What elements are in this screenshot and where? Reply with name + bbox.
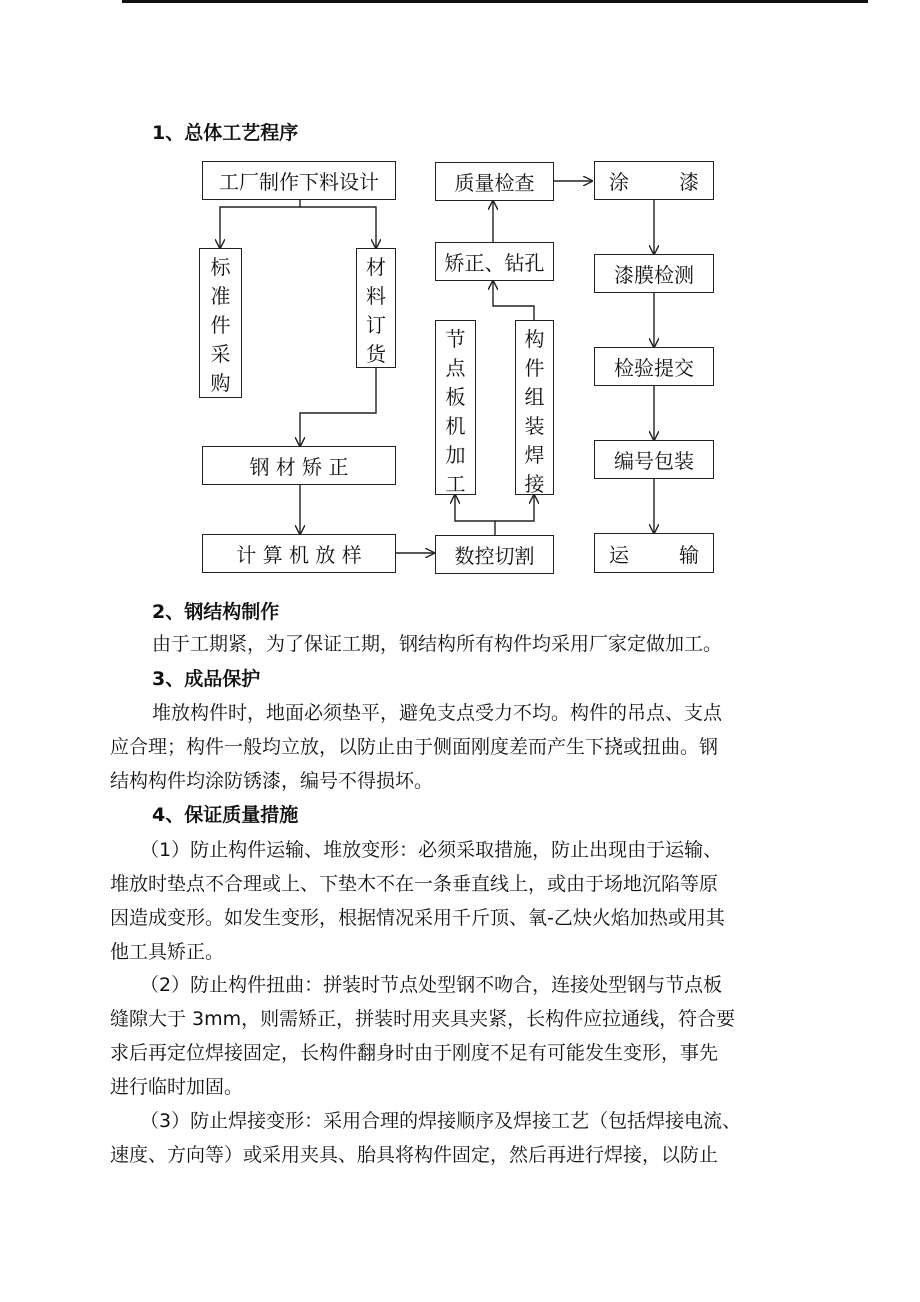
vertical-char: 构 <box>524 327 545 351</box>
paragraph-line: 缝隙大于 3mm，则需矫正，拼装时用夹具夹紧，长构件应拉通线，符合要 <box>110 1008 736 1030</box>
vertical-char: 加 <box>445 443 466 467</box>
vertical-char: 准 <box>210 284 231 308</box>
box-film-test: 漆膜检测 <box>594 254 714 293</box>
arrow-assembly-to-drill <box>493 281 534 320</box>
box-steel-straightening: 钢 材 矫 正 <box>202 446 396 485</box>
measure-3-paragraph <box>110 1104 815 1172</box>
arrow-design-to-standard <box>220 200 300 248</box>
box-material-order <box>356 248 396 368</box>
vertical-char: 接 <box>524 472 545 496</box>
transport-char-1: 运 <box>609 542 629 567</box>
painting-char-2: 漆 <box>679 170 699 194</box>
paragraph-line: 由于工期紧，为了保证工期，钢结构所有构件均采用厂家定做加工。 <box>152 633 723 655</box>
flowchart-connectors <box>0 0 920 600</box>
vertical-char: 组 <box>524 385 545 409</box>
box-transport <box>594 533 714 573</box>
vertical-char: 料 <box>366 284 386 308</box>
measure-2-paragraph <box>110 968 815 1104</box>
paragraph-line: 堆放构件时，地面必须垫平，避免支点受力不均。构件的吊点、支点 <box>152 702 723 724</box>
paragraph-line: 因造成变形。如发生变形，根据情况采用千斤顶、氧-乙炔火焰加热或用其 <box>110 907 725 929</box>
section-title-3: 3、成品保护 <box>152 668 261 690</box>
transport-char-2: 输 <box>679 542 699 567</box>
vertical-char: 采 <box>210 342 231 366</box>
box-straighten-drill: 矫正、钻孔 <box>435 242 554 281</box>
section-3-paragraph <box>110 696 815 798</box>
paragraph-line: 堆放时垫点不合理或上、下垫木不在一条垂直线上，或由于场地沉陷等原 <box>110 873 719 895</box>
paragraph-line: （1）防止构件运输、堆放变形：必须采取措施，防止出现由于运输、 <box>140 839 723 861</box>
vertical-char: 件 <box>210 313 231 337</box>
box-member-assembly-welding <box>515 320 554 495</box>
box-standard-parts <box>199 248 242 398</box>
box-computer-layout: 计 算 机 放 样 <box>202 534 396 573</box>
box-factory-design: 工厂制作下料设计 <box>202 161 396 200</box>
paragraph-line: 进行临时加固。 <box>110 1076 244 1098</box>
paragraph-line: 应合理；构件一般均立放，以防止由于侧面刚度差而产生下挠或扭曲。钢 <box>110 736 719 758</box>
paragraph-line: 他工具矫正。 <box>110 941 225 963</box>
vertical-char: 购 <box>210 371 231 395</box>
vertical-char: 货 <box>366 342 386 366</box>
box-node-plate-machining <box>435 320 476 495</box>
vertical-char: 工 <box>445 472 466 496</box>
vertical-char: 订 <box>366 313 386 337</box>
arrow-material-to-straighten <box>300 368 376 446</box>
arrow-cutting-to-node-plate <box>455 495 495 535</box>
box-cnc-cutting: 数控切割 <box>435 535 554 574</box>
vertical-char: 点 <box>445 356 466 380</box>
vertical-char: 机 <box>445 414 466 438</box>
paragraph-line: 求后再定位焊接固定，长构件翻身时由于刚度不足有可能发生变形，事先 <box>110 1042 719 1064</box>
box-quality-check: 质量检查 <box>435 162 554 201</box>
paragraph-line: （2）防止构件扭曲：拼装时节点处型钢不吻合，连接处型钢与节点板 <box>140 974 723 996</box>
vertical-char: 焊 <box>524 443 545 467</box>
section-2-paragraph <box>152 627 857 661</box>
box-numbering-packing: 编号包装 <box>594 440 714 479</box>
vertical-char: 件 <box>524 356 545 380</box>
arrow-design-to-material <box>300 207 376 248</box>
measure-1-paragraph <box>110 833 815 969</box>
vertical-char: 板 <box>445 385 466 409</box>
paragraph-line: 速度、方向等）或采用夹具、胎具将构件固定，然后再进行焊接，以防止 <box>110 1144 719 1166</box>
vertical-char: 标 <box>210 255 231 279</box>
section-title-1: 1、总体工艺程序 <box>152 122 299 144</box>
vertical-char: 材 <box>366 255 386 279</box>
box-painting <box>594 161 714 200</box>
box-inspection-submit: 检验提交 <box>594 347 714 386</box>
painting-char-1: 涂 <box>609 170 629 194</box>
vertical-char: 节 <box>445 327 466 351</box>
section-title-2: 2、钢结构制作 <box>152 601 280 623</box>
section-title-4: 4、保证质量措施 <box>152 804 299 826</box>
paragraph-line: 结构构件均涂防锈漆，编号不得损坏。 <box>110 770 434 792</box>
paragraph-line: （3）防止焊接变形：采用合理的焊接顺序及焊接工艺（包括焊接电流、 <box>140 1110 742 1132</box>
vertical-char: 装 <box>524 414 545 438</box>
